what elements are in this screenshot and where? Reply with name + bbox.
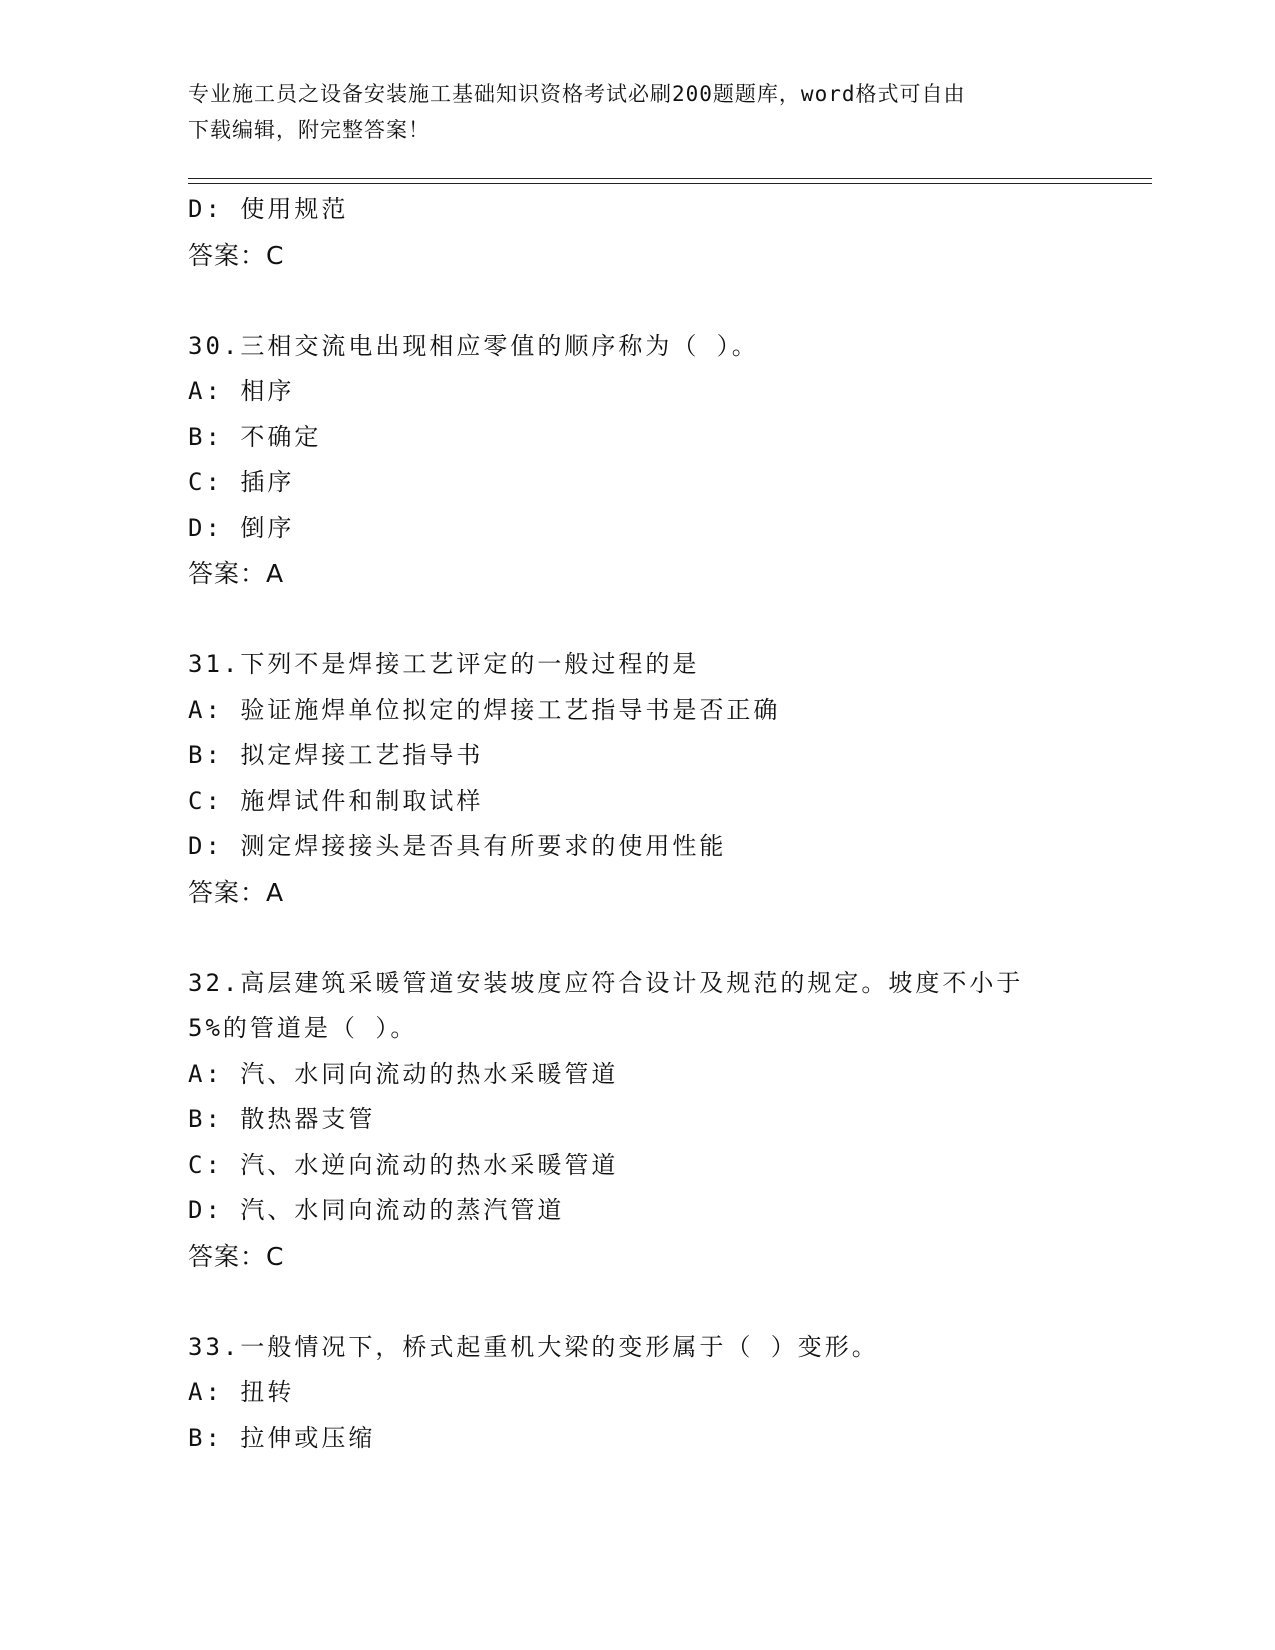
option-c: C: 插序 — [188, 468, 295, 496]
question-stem-line-2: 5%的管道是（ ）。 — [188, 1014, 418, 1042]
question-stem-line-1: 32.高层建筑采暖管道安装坡度应符合设计及规范的规定。坡度不小于 — [188, 968, 1024, 997]
question-stem: 33.一般情况下，桥式起重机大梁的变形属于（ ）变形。 — [188, 1332, 879, 1361]
answer: 答案：A — [188, 559, 285, 588]
header-divider-top — [188, 178, 1152, 179]
spacer — [188, 915, 1148, 961]
option-b: B: 不确定 — [188, 422, 322, 451]
question-stem: 31.下列不是焊接工艺评定的一般过程的是 — [188, 650, 700, 678]
option-b: B: 拉伸或压缩 — [188, 1423, 376, 1452]
option-a: A: 相序 — [188, 377, 295, 405]
option-d: D: 倒序 — [188, 513, 295, 542]
answer: 答案：A — [188, 877, 285, 907]
option-a: A: 扭转 — [188, 1378, 295, 1406]
header-divider-bottom — [188, 183, 1152, 184]
option-a: A: 汽、水同向流动的热水采暖管道 — [188, 1059, 619, 1088]
document-header — [188, 76, 1068, 148]
spacer — [188, 597, 1148, 643]
option-d: D: 汽、水同向流动的蒸汽管道 — [188, 1196, 565, 1224]
header-line-1: 专业施工员之设备安装施工基础知识资格考试必刷200题题库，word格式可自由 — [188, 82, 966, 106]
header-line-2: 下载编辑，附完整答案！ — [188, 118, 430, 142]
option-c: C: 汽、水逆向流动的热水采暖管道 — [188, 1150, 619, 1179]
option-a: A: 验证施焊单位拟定的焊接工艺指导书是否正确 — [188, 695, 781, 724]
question-stem: 30.三相交流电出现相应零值的顺序称为（ ）。 — [188, 331, 759, 360]
answer: 答案：C — [188, 240, 285, 270]
question-list — [188, 187, 1148, 1461]
option-b: B: 拟定焊接工艺指导书 — [188, 741, 484, 769]
option-b: B: 散热器支管 — [188, 1105, 376, 1133]
spacer — [188, 1279, 1148, 1325]
option-c: C: 施焊试件和制取试样 — [188, 786, 484, 815]
answer: 答案：C — [188, 1241, 285, 1271]
option-d: D: 测定焊接接头是否具有所要求的使用性能 — [188, 832, 727, 860]
option-d: D: 使用规范 — [188, 195, 349, 223]
spacer — [188, 278, 1148, 324]
